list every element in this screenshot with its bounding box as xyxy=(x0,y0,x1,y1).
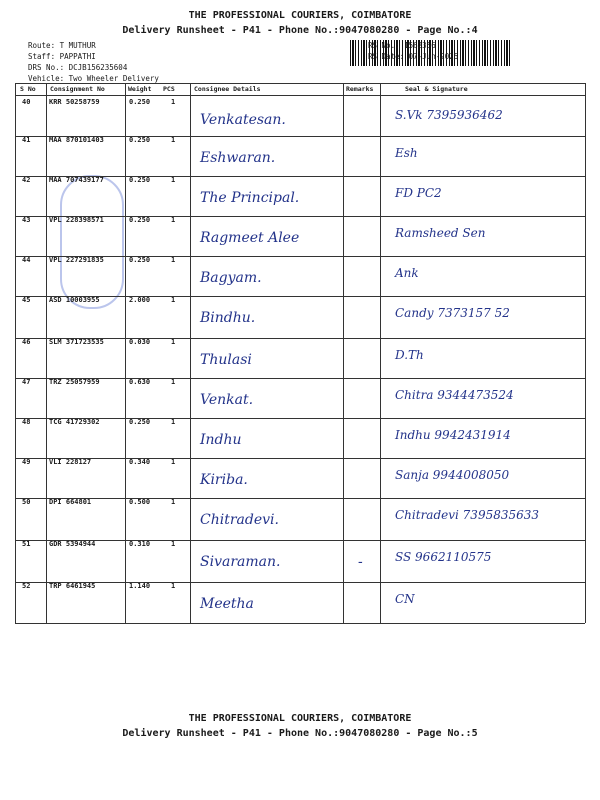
courier-stamp xyxy=(60,175,124,309)
row-consignee-handwritten: Ragmeet Alee xyxy=(200,230,300,246)
row-signature: Ank xyxy=(395,266,419,280)
row-sno: 48 xyxy=(22,418,31,426)
row-pcs: 1 xyxy=(171,498,176,506)
next-page-subtitle: Delivery Runsheet - P41 - Phone No.:9047080280 - Page No.:5 xyxy=(122,728,478,739)
row-consignee-handwritten: Eshwaran. xyxy=(200,150,276,166)
row-consignment-no: VLI 228127 xyxy=(49,458,92,466)
row-consignee-handwritten: Indhu xyxy=(200,432,242,448)
header-consignment: Consignment No xyxy=(50,85,105,93)
row-pcs: 1 xyxy=(171,540,176,548)
row-consignment-no: MAA 707439177 xyxy=(49,176,104,184)
row-consignment-no: TCG 41729302 xyxy=(49,418,100,426)
col-border xyxy=(190,83,191,623)
row-remark: - xyxy=(358,554,363,570)
row-sno: 42 xyxy=(22,176,31,184)
row-border xyxy=(15,418,585,419)
row-signature: D.Th xyxy=(395,348,424,362)
row-weight: 0.630 xyxy=(129,378,151,386)
row-weight: 0.250 xyxy=(129,176,151,184)
row-consignee-handwritten: Thulasi xyxy=(200,352,252,368)
row-consignee-handwritten: Meetha xyxy=(200,596,254,612)
col-border xyxy=(585,83,586,623)
drs-label: DRS No.: DCJB156235604 xyxy=(28,63,128,72)
next-page-company-title: THE PROFESSIONAL COURIERS, COIMBATORE xyxy=(188,713,412,724)
table-header-border xyxy=(15,95,585,96)
row-pcs: 1 xyxy=(171,296,176,304)
row-border xyxy=(15,623,585,624)
row-signature: Ramsheed Sen xyxy=(395,226,486,240)
row-signature: Sanja 9944008050 xyxy=(395,468,510,482)
row-sno: 49 xyxy=(22,458,31,466)
row-weight: 1.140 xyxy=(129,582,151,590)
row-consignee-handwritten: Bagyam. xyxy=(200,270,262,286)
row-weight: 0.310 xyxy=(129,540,151,548)
rs-date: RS Date: 07-Jun-2025 xyxy=(368,52,459,61)
row-weight: 0.030 xyxy=(129,338,151,346)
row-pcs: 1 xyxy=(171,136,176,144)
row-consignee-handwritten: Chitradevi. xyxy=(200,512,279,528)
row-pcs: 1 xyxy=(171,216,176,224)
row-weight: 0.250 xyxy=(129,216,151,224)
row-border xyxy=(15,582,585,583)
header-pcs: PCS xyxy=(163,85,175,93)
row-border xyxy=(15,296,585,297)
header-remarks: Remarks xyxy=(346,85,374,93)
row-sno: 44 xyxy=(22,256,31,264)
row-signature: FD PC2 xyxy=(395,186,442,200)
row-consignee-handwritten: Kiriba. xyxy=(200,472,248,488)
col-border xyxy=(125,83,126,623)
row-signature: Esh xyxy=(395,146,418,160)
row-consignee-handwritten: Venkatesan. xyxy=(200,112,286,128)
row-pcs: 1 xyxy=(171,458,176,466)
header-consignee: Consignee Details xyxy=(194,85,261,93)
row-border xyxy=(15,540,585,541)
row-pcs: 1 xyxy=(171,176,176,184)
runsheet-subtitle: Delivery Runsheet - P41 - Phone No.:9047080280 - Page No.:4 xyxy=(122,25,478,36)
row-consignment-no: TRP 6461945 xyxy=(49,582,96,590)
row-consignment-no: DPI 664801 xyxy=(49,498,92,506)
col-border xyxy=(380,83,381,623)
row-pcs: 1 xyxy=(171,98,176,106)
row-signature: Chitradevi 7395835633 xyxy=(395,508,540,522)
row-signature: Chitra 9344473524 xyxy=(395,388,514,402)
row-weight: 0.500 xyxy=(129,498,151,506)
header-seal-signature: Seal & Signature xyxy=(405,85,468,93)
table-top-border xyxy=(15,83,585,84)
row-consignment-no: VPL 227291835 xyxy=(49,256,104,264)
row-pcs: 1 xyxy=(171,256,176,264)
row-sno: 47 xyxy=(22,378,31,386)
col-border xyxy=(343,83,344,623)
row-pcs: 1 xyxy=(171,418,176,426)
row-consignment-no: GDR 5394944 xyxy=(49,540,96,548)
row-pcs: 1 xyxy=(171,582,176,590)
col-border xyxy=(15,83,16,623)
col-border xyxy=(46,83,47,623)
vehicle-label: Vehicle: Two Wheeler Delivery xyxy=(28,74,159,83)
header-weight: Weight xyxy=(128,85,152,93)
row-border xyxy=(15,498,585,499)
row-pcs: 1 xyxy=(171,338,176,346)
row-consignment-no: ASD 10003955 xyxy=(49,296,100,304)
row-consignment-no: TRZ 25057959 xyxy=(49,378,100,386)
row-signature: CN xyxy=(395,592,415,606)
row-consignment-no: VPL 228398571 xyxy=(49,216,104,224)
row-weight: 0.250 xyxy=(129,256,151,264)
row-signature: SS 9662110575 xyxy=(395,550,492,564)
row-sno: 45 xyxy=(22,296,31,304)
staff-label: Staff: PAPPATHI xyxy=(28,52,96,61)
row-weight: 0.340 xyxy=(129,458,151,466)
row-consignment-no: SLM 371723535 xyxy=(49,338,104,346)
row-border xyxy=(15,458,585,459)
row-consignee-handwritten: Venkat. xyxy=(200,392,254,408)
row-weight: 0.250 xyxy=(129,136,151,144)
row-sno: 40 xyxy=(22,98,31,106)
row-signature: Candy 7373157 52 xyxy=(395,306,510,320)
row-weight: 2.000 xyxy=(129,296,151,304)
row-signature: Indhu 9942431914 xyxy=(395,428,511,442)
row-signature: S.Vk 7395936462 xyxy=(395,108,503,122)
row-consignee-handwritten: Sivaraman. xyxy=(200,554,281,570)
row-border xyxy=(15,378,585,379)
row-sno: 43 xyxy=(22,216,31,224)
row-sno: 41 xyxy=(22,136,31,144)
row-consignment-no: MAA 870101403 xyxy=(49,136,104,144)
row-pcs: 1 xyxy=(171,378,176,386)
row-weight: 0.250 xyxy=(129,98,151,106)
row-sno: 50 xyxy=(22,498,31,506)
row-sno: 52 xyxy=(22,582,31,590)
row-consignee-handwritten: Bindhu. xyxy=(200,310,256,326)
row-consignment-no: KRR 50258759 xyxy=(49,98,100,106)
rs-number: RS No.: 1562356 xyxy=(368,41,436,50)
row-sno: 51 xyxy=(22,540,31,548)
row-weight: 0.250 xyxy=(129,418,151,426)
route-label: Route: T MUTHUR xyxy=(28,41,96,50)
row-sno: 46 xyxy=(22,338,31,346)
company-title: THE PROFESSIONAL COURIERS, COIMBATORE xyxy=(188,10,412,21)
header-sno: S No xyxy=(20,85,36,93)
row-consignee-handwritten: The Principal. xyxy=(200,190,300,206)
